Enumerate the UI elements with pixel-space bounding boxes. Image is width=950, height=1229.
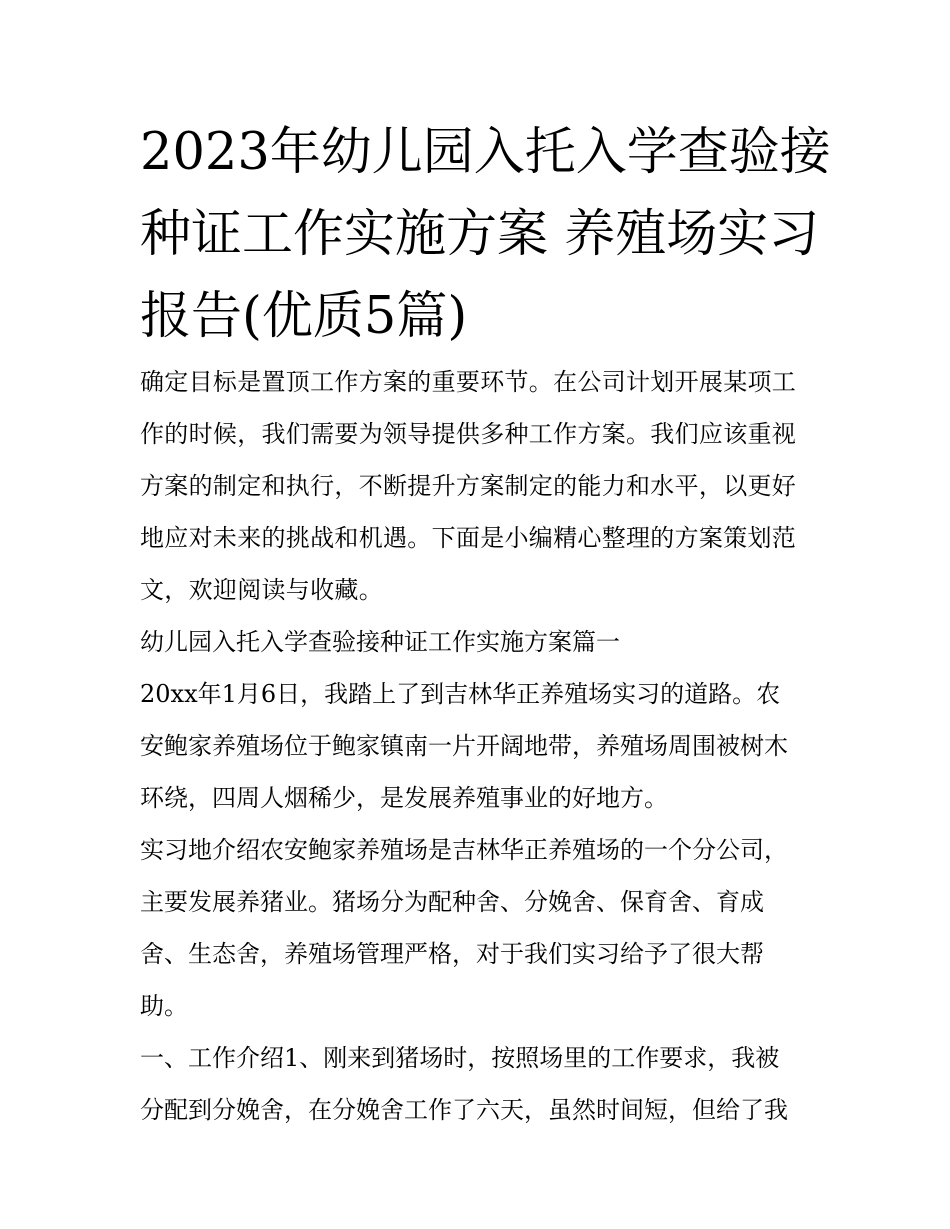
paragraph-line: 环绕，四周人烟稀少，是发展养殖事业的好地方。 (140, 784, 668, 812)
intro-paragraph (140, 356, 820, 616)
intro-line: 地应对未来的挑战和机遇。下面是小编精心整理的方案策划范 (140, 524, 797, 552)
section-heading (140, 616, 820, 668)
paragraph-line: 分配到分娩舍，在分娩舍工作了六天，虽然时间短，但给了我 (140, 1096, 788, 1124)
title-line-1: 2023年幼儿园入托入学查验接 (140, 123, 831, 182)
title-line-2: 种证工作实施方案 养殖场实习 (140, 205, 820, 264)
title-line-3: 报告(优质5篇) (140, 287, 468, 346)
paragraph-line: 一、工作介绍1、刚来到猪场时，按照场里的工作要求，我被 (140, 1044, 780, 1072)
paragraph-line: 舍、生态舍，养殖场管理严格，对于我们实习给予了很大帮 (140, 940, 764, 968)
intro-line: 确定目标是置顶工作方案的重要环节。在公司计划开展某项工 (140, 368, 797, 396)
intro-line: 作的时候，我们需要为领导提供多种工作方案。我们应该重视 (140, 420, 797, 448)
paragraph-line: 主要发展养猪业。猪场分为配种舍、分娩舍、保育舍、育成 (140, 888, 764, 916)
body-paragraph-2 (140, 824, 820, 1032)
paragraph-line: 安鲍家养殖场位于鲍家镇南一片开阔地带，养殖场周围被树木 (140, 732, 788, 760)
intro-line: 方案的制定和执行，不断提升方案制定的能力和水平，以更好 (140, 472, 797, 500)
paragraph-line: 实习地介绍农安鲍家养殖场是吉林华正养殖场的一个分公司， (140, 836, 788, 864)
document-title (140, 112, 831, 358)
section-heading-text: 幼儿园入托入学查验接种证工作实施方案篇一 (140, 628, 620, 656)
paragraph-line: 20xx年1月6日，我踏上了到吉林华正养殖场实习的道路。农 (140, 680, 781, 708)
document-body (140, 356, 820, 1136)
intro-line: 文，欢迎阅读与收藏。 (140, 576, 383, 604)
body-paragraph-3 (140, 1032, 820, 1136)
body-paragraph-1 (140, 668, 820, 824)
paragraph-line: 助。 (140, 992, 188, 1020)
